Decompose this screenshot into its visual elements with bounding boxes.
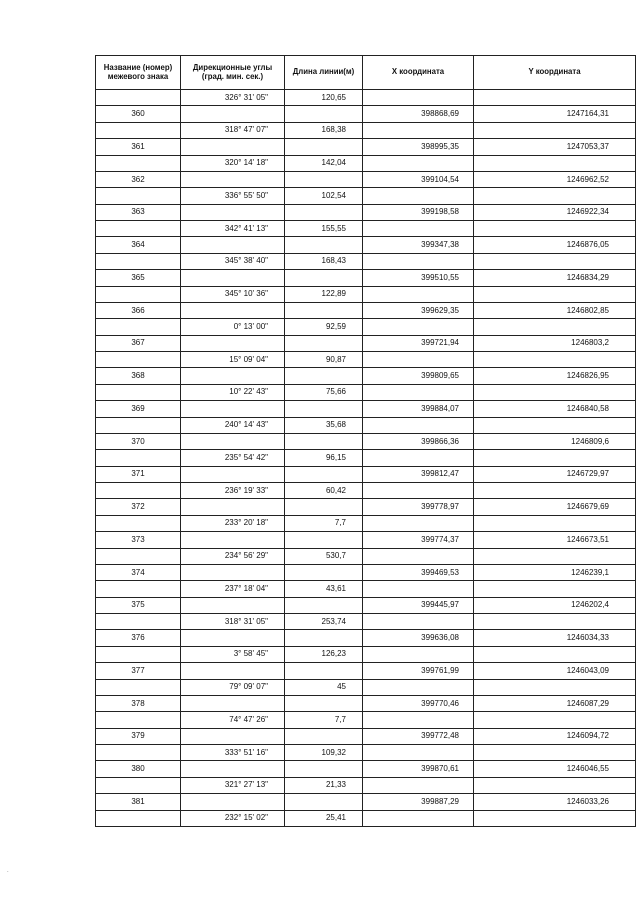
empty-cell xyxy=(363,745,474,761)
empty-cell xyxy=(474,286,636,302)
empty-cell xyxy=(363,417,474,433)
table-body xyxy=(96,90,636,827)
empty-cell xyxy=(474,155,636,171)
header-angle: Дирекционные углы (град. мин. сек.) xyxy=(181,56,285,90)
empty-cell xyxy=(96,581,181,597)
segment-row xyxy=(96,810,636,827)
y-coordinate-cell: 1246046,55 xyxy=(474,761,636,777)
segment-row xyxy=(96,188,636,204)
line-length-cell: 155,55 xyxy=(285,221,363,237)
empty-cell xyxy=(181,499,285,515)
empty-cell xyxy=(181,597,285,613)
empty-cell xyxy=(96,384,181,400)
empty-cell xyxy=(96,483,181,499)
point-row xyxy=(96,139,636,155)
point-row xyxy=(96,597,636,613)
header-row xyxy=(96,56,636,90)
direction-angle-cell: 79° 09' 07" xyxy=(181,679,285,695)
point-name-cell: 376 xyxy=(96,630,181,646)
point-row xyxy=(96,335,636,351)
point-row xyxy=(96,401,636,417)
point-name-cell: 360 xyxy=(96,106,181,122)
point-name-cell: 380 xyxy=(96,761,181,777)
empty-cell xyxy=(181,433,285,449)
empty-cell xyxy=(285,368,363,384)
y-coordinate-cell: 1246679,69 xyxy=(474,499,636,515)
direction-angle-cell: 318° 47' 07" xyxy=(181,122,285,138)
point-name-cell: 363 xyxy=(96,204,181,220)
y-coordinate-cell: 1246043,09 xyxy=(474,663,636,679)
empty-cell xyxy=(363,646,474,662)
x-coordinate-cell: 399884,07 xyxy=(363,401,474,417)
line-length-cell: 75,66 xyxy=(285,384,363,400)
x-coordinate-cell: 399866,36 xyxy=(363,433,474,449)
empty-cell xyxy=(474,777,636,793)
line-length-cell: 7,7 xyxy=(285,515,363,531)
line-length-cell: 90,87 xyxy=(285,352,363,368)
point-name-cell: 378 xyxy=(96,695,181,711)
empty-cell xyxy=(96,712,181,728)
empty-cell xyxy=(96,90,181,106)
empty-cell xyxy=(363,90,474,106)
x-coordinate-cell: 399445,97 xyxy=(363,597,474,613)
empty-cell xyxy=(474,417,636,433)
empty-cell xyxy=(181,564,285,580)
empty-cell xyxy=(285,204,363,220)
empty-cell xyxy=(181,368,285,384)
x-coordinate-cell: 399770,46 xyxy=(363,695,474,711)
segment-row xyxy=(96,286,636,302)
direction-angle-cell: 232° 15' 02" xyxy=(181,810,285,827)
line-length-cell: 35,68 xyxy=(285,417,363,433)
direction-angle-cell: 0° 13' 00" xyxy=(181,319,285,335)
empty-cell xyxy=(285,270,363,286)
x-coordinate-cell: 399870,61 xyxy=(363,761,474,777)
x-coordinate-cell: 399469,53 xyxy=(363,564,474,580)
x-coordinate-cell: 399809,65 xyxy=(363,368,474,384)
direction-angle-cell: 15° 09' 04" xyxy=(181,352,285,368)
empty-cell xyxy=(285,433,363,449)
empty-cell xyxy=(285,106,363,122)
header-y: Y координата xyxy=(474,56,636,90)
point-row xyxy=(96,564,636,580)
empty-cell xyxy=(474,384,636,400)
line-length-cell: 126,23 xyxy=(285,646,363,662)
point-name-cell: 377 xyxy=(96,663,181,679)
point-name-cell: 371 xyxy=(96,466,181,482)
segment-row xyxy=(96,155,636,171)
point-row xyxy=(96,532,636,548)
line-length-cell: 43,61 xyxy=(285,581,363,597)
empty-cell xyxy=(285,401,363,417)
line-length-cell: 142,04 xyxy=(285,155,363,171)
empty-cell xyxy=(474,319,636,335)
line-length-cell: 25,41 xyxy=(285,810,363,827)
line-length-cell: 530,7 xyxy=(285,548,363,564)
segment-row xyxy=(96,679,636,695)
point-name-cell: 379 xyxy=(96,728,181,744)
empty-cell xyxy=(363,286,474,302)
direction-angle-cell: 320° 14' 18" xyxy=(181,155,285,171)
y-coordinate-cell: 1247053,37 xyxy=(474,139,636,155)
empty-cell xyxy=(285,597,363,613)
point-name-cell: 368 xyxy=(96,368,181,384)
x-coordinate-cell: 399198,58 xyxy=(363,204,474,220)
empty-cell xyxy=(474,221,636,237)
point-row xyxy=(96,761,636,777)
y-coordinate-cell: 1246673,51 xyxy=(474,532,636,548)
y-coordinate-cell: 1246094,72 xyxy=(474,728,636,744)
empty-cell xyxy=(181,171,285,187)
empty-cell xyxy=(363,352,474,368)
point-name-cell: 373 xyxy=(96,532,181,548)
y-coordinate-cell: 1246202,4 xyxy=(474,597,636,613)
y-coordinate-cell: 1246876,05 xyxy=(474,237,636,253)
y-coordinate-cell: 1246802,85 xyxy=(474,302,636,318)
empty-cell xyxy=(285,532,363,548)
empty-cell xyxy=(363,712,474,728)
point-name-cell: 372 xyxy=(96,499,181,515)
line-length-cell: 7,7 xyxy=(285,712,363,728)
empty-cell xyxy=(474,745,636,761)
point-name-cell: 370 xyxy=(96,433,181,449)
direction-angle-cell: 333° 51' 16" xyxy=(181,745,285,761)
empty-cell xyxy=(363,515,474,531)
point-name-cell: 365 xyxy=(96,270,181,286)
segment-row xyxy=(96,745,636,761)
empty-cell xyxy=(96,352,181,368)
empty-cell xyxy=(363,221,474,237)
y-coordinate-cell: 1246729,97 xyxy=(474,466,636,482)
x-coordinate-cell: 399887,29 xyxy=(363,794,474,810)
empty-cell xyxy=(474,188,636,204)
point-row xyxy=(96,171,636,187)
segment-row xyxy=(96,221,636,237)
empty-cell xyxy=(363,155,474,171)
empty-cell xyxy=(181,630,285,646)
segment-row xyxy=(96,352,636,368)
point-row xyxy=(96,794,636,810)
empty-cell xyxy=(96,122,181,138)
empty-cell xyxy=(474,712,636,728)
direction-angle-cell: 345° 10' 36" xyxy=(181,286,285,302)
empty-cell xyxy=(285,761,363,777)
empty-cell xyxy=(363,679,474,695)
y-coordinate-cell: 1246033,26 xyxy=(474,794,636,810)
empty-cell xyxy=(474,90,636,106)
direction-angle-cell: 233° 20' 18" xyxy=(181,515,285,531)
segment-row xyxy=(96,646,636,662)
empty-cell xyxy=(363,810,474,827)
empty-cell xyxy=(285,499,363,515)
empty-cell xyxy=(363,319,474,335)
empty-cell xyxy=(181,794,285,810)
empty-cell xyxy=(474,122,636,138)
direction-angle-cell: 342° 41' 13" xyxy=(181,221,285,237)
y-coordinate-cell: 1246239,1 xyxy=(474,564,636,580)
empty-cell xyxy=(363,253,474,269)
empty-cell xyxy=(181,728,285,744)
point-name-cell: 367 xyxy=(96,335,181,351)
x-coordinate-cell: 399774,37 xyxy=(363,532,474,548)
x-coordinate-cell: 399778,97 xyxy=(363,499,474,515)
line-length-cell: 109,32 xyxy=(285,745,363,761)
y-coordinate-cell: 1247164,31 xyxy=(474,106,636,122)
point-row xyxy=(96,302,636,318)
segment-row xyxy=(96,777,636,793)
x-coordinate-cell: 399721,94 xyxy=(363,335,474,351)
line-length-cell: 168,43 xyxy=(285,253,363,269)
line-length-cell: 168,38 xyxy=(285,122,363,138)
direction-angle-cell: 240° 14' 43" xyxy=(181,417,285,433)
segment-row xyxy=(96,122,636,138)
segment-row xyxy=(96,384,636,400)
point-name-cell: 381 xyxy=(96,794,181,810)
empty-cell xyxy=(285,794,363,810)
segment-row xyxy=(96,417,636,433)
point-name-cell: 369 xyxy=(96,401,181,417)
x-coordinate-cell: 399812,47 xyxy=(363,466,474,482)
line-length-cell: 253,74 xyxy=(285,614,363,630)
point-row xyxy=(96,270,636,286)
point-row xyxy=(96,728,636,744)
line-length-cell: 60,42 xyxy=(285,483,363,499)
point-name-cell: 361 xyxy=(96,139,181,155)
empty-cell xyxy=(96,777,181,793)
direction-angle-cell: 235° 54' 42" xyxy=(181,450,285,466)
segment-row xyxy=(96,614,636,630)
x-coordinate-cell: 398995,35 xyxy=(363,139,474,155)
line-length-cell: 96,15 xyxy=(285,450,363,466)
point-row xyxy=(96,106,636,122)
empty-cell xyxy=(181,466,285,482)
empty-cell xyxy=(474,450,636,466)
scan-speck: . xyxy=(7,868,9,874)
empty-cell xyxy=(96,679,181,695)
empty-cell xyxy=(285,564,363,580)
empty-cell xyxy=(474,646,636,662)
direction-angle-cell: 3° 58' 45" xyxy=(181,646,285,662)
empty-cell xyxy=(285,171,363,187)
y-coordinate-cell: 1246834,29 xyxy=(474,270,636,286)
empty-cell xyxy=(285,630,363,646)
empty-cell xyxy=(181,204,285,220)
empty-cell xyxy=(181,695,285,711)
line-length-cell: 122,89 xyxy=(285,286,363,302)
empty-cell xyxy=(181,302,285,318)
empty-cell xyxy=(96,548,181,564)
empty-cell xyxy=(96,417,181,433)
empty-cell xyxy=(96,614,181,630)
point-name-cell: 366 xyxy=(96,302,181,318)
empty-cell xyxy=(363,777,474,793)
direction-angle-cell: 336° 55' 50" xyxy=(181,188,285,204)
x-coordinate-cell: 399636,08 xyxy=(363,630,474,646)
empty-cell xyxy=(363,450,474,466)
empty-cell xyxy=(474,810,636,827)
empty-cell xyxy=(96,155,181,171)
x-coordinate-cell: 399772,48 xyxy=(363,728,474,744)
point-name-cell: 362 xyxy=(96,171,181,187)
y-coordinate-cell: 1246840,58 xyxy=(474,401,636,417)
x-coordinate-cell: 399761,99 xyxy=(363,663,474,679)
segment-row xyxy=(96,712,636,728)
empty-cell xyxy=(96,515,181,531)
empty-cell xyxy=(285,302,363,318)
point-row xyxy=(96,695,636,711)
direction-angle-cell: 236° 19' 33" xyxy=(181,483,285,499)
empty-cell xyxy=(474,253,636,269)
y-coordinate-cell: 1246087,29 xyxy=(474,695,636,711)
empty-cell xyxy=(363,614,474,630)
direction-angle-cell: 10° 22' 43" xyxy=(181,384,285,400)
point-name-cell: 374 xyxy=(96,564,181,580)
empty-cell xyxy=(363,384,474,400)
point-row xyxy=(96,204,636,220)
empty-cell xyxy=(285,663,363,679)
empty-cell xyxy=(474,483,636,499)
segment-row xyxy=(96,253,636,269)
x-coordinate-cell: 398868,69 xyxy=(363,106,474,122)
y-coordinate-cell: 1246962,52 xyxy=(474,171,636,187)
empty-cell xyxy=(285,139,363,155)
point-row xyxy=(96,237,636,253)
empty-cell xyxy=(181,270,285,286)
empty-cell xyxy=(96,286,181,302)
line-length-cell: 120,65 xyxy=(285,90,363,106)
empty-cell xyxy=(285,728,363,744)
point-row xyxy=(96,433,636,449)
empty-cell xyxy=(96,253,181,269)
y-coordinate-cell: 1246809,6 xyxy=(474,433,636,449)
direction-angle-cell: 237° 18' 04" xyxy=(181,581,285,597)
header-name: Название (номер) межевого знака xyxy=(96,56,181,90)
boundary-coordinates-table xyxy=(95,55,636,827)
point-row xyxy=(96,630,636,646)
direction-angle-cell: 326° 31' 05" xyxy=(181,90,285,106)
empty-cell xyxy=(285,695,363,711)
direction-angle-cell: 321° 27' 13" xyxy=(181,777,285,793)
y-coordinate-cell: 1246803,2 xyxy=(474,335,636,351)
line-length-cell: 102,54 xyxy=(285,188,363,204)
empty-cell xyxy=(363,122,474,138)
point-name-cell: 364 xyxy=(96,237,181,253)
empty-cell xyxy=(181,335,285,351)
point-row xyxy=(96,663,636,679)
segment-row xyxy=(96,319,636,335)
empty-cell xyxy=(285,237,363,253)
x-coordinate-cell: 399347,38 xyxy=(363,237,474,253)
empty-cell xyxy=(363,188,474,204)
point-row xyxy=(96,368,636,384)
segment-row xyxy=(96,90,636,106)
segment-row xyxy=(96,581,636,597)
segment-row xyxy=(96,515,636,531)
empty-cell xyxy=(474,548,636,564)
empty-cell xyxy=(96,745,181,761)
line-length-cell: 21,33 xyxy=(285,777,363,793)
segment-row xyxy=(96,483,636,499)
line-length-cell: 45 xyxy=(285,679,363,695)
empty-cell xyxy=(474,679,636,695)
point-name-cell: 375 xyxy=(96,597,181,613)
empty-cell xyxy=(474,352,636,368)
empty-cell xyxy=(181,532,285,548)
x-coordinate-cell: 399629,35 xyxy=(363,302,474,318)
y-coordinate-cell: 1246826,95 xyxy=(474,368,636,384)
line-length-cell: 92,59 xyxy=(285,319,363,335)
empty-cell xyxy=(96,810,181,827)
x-coordinate-cell: 399510,55 xyxy=(363,270,474,286)
empty-cell xyxy=(474,515,636,531)
empty-cell xyxy=(363,581,474,597)
segment-row xyxy=(96,450,636,466)
empty-cell xyxy=(474,581,636,597)
empty-cell xyxy=(96,319,181,335)
x-coordinate-cell: 399104,54 xyxy=(363,171,474,187)
empty-cell xyxy=(96,221,181,237)
point-row xyxy=(96,499,636,515)
direction-angle-cell: 234° 56' 29" xyxy=(181,548,285,564)
empty-cell xyxy=(285,466,363,482)
point-row xyxy=(96,466,636,482)
empty-cell xyxy=(181,237,285,253)
header-x: X координата xyxy=(363,56,474,90)
empty-cell xyxy=(96,450,181,466)
empty-cell xyxy=(96,188,181,204)
direction-angle-cell: 74° 47' 26" xyxy=(181,712,285,728)
empty-cell xyxy=(285,335,363,351)
empty-cell xyxy=(363,548,474,564)
segment-row xyxy=(96,548,636,564)
y-coordinate-cell: 1246034,33 xyxy=(474,630,636,646)
header-length: Длина линии(м) xyxy=(285,56,363,90)
empty-cell xyxy=(181,139,285,155)
y-coordinate-cell: 1246922,34 xyxy=(474,204,636,220)
empty-cell xyxy=(181,663,285,679)
direction-angle-cell: 345° 38' 40" xyxy=(181,253,285,269)
empty-cell xyxy=(363,483,474,499)
empty-cell xyxy=(96,646,181,662)
direction-angle-cell: 318° 31' 05" xyxy=(181,614,285,630)
empty-cell xyxy=(181,401,285,417)
empty-cell xyxy=(181,761,285,777)
empty-cell xyxy=(181,106,285,122)
empty-cell xyxy=(474,614,636,630)
